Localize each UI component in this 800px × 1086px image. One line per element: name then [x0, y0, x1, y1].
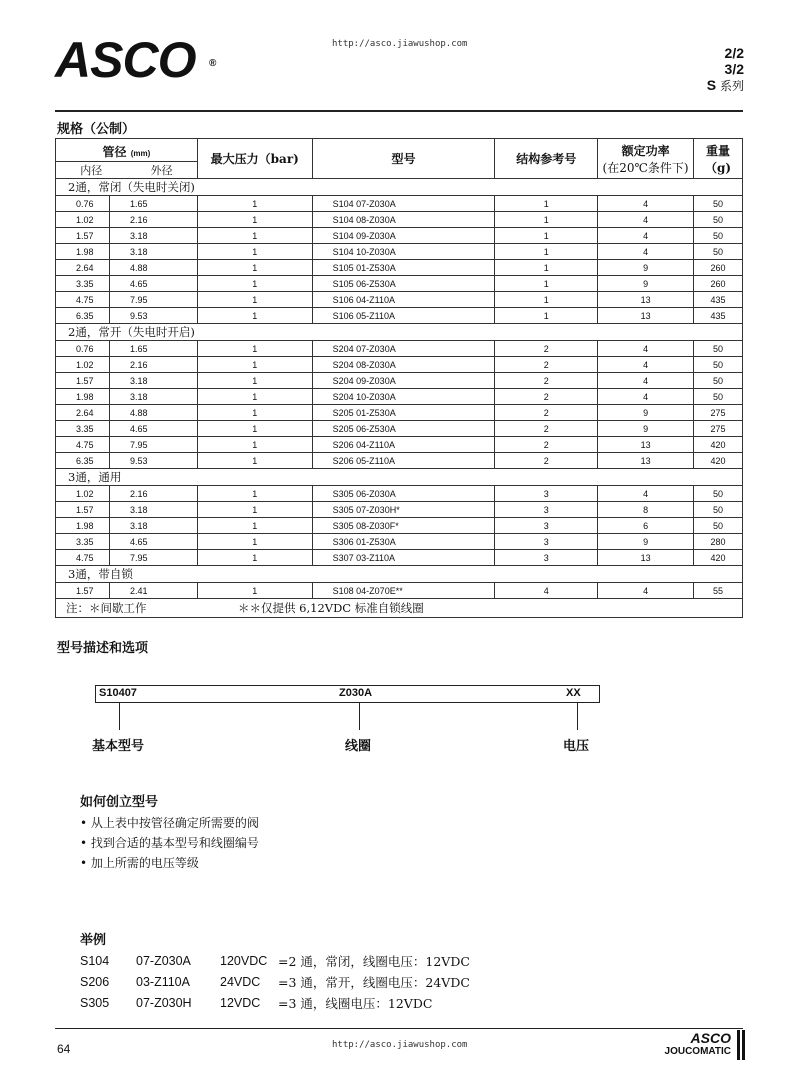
code-voltage: XX — [566, 687, 581, 699]
model-cell: S105 01-Z530A — [312, 260, 495, 276]
brand-bars-icon — [737, 1030, 745, 1060]
ref-cell: 1 — [495, 292, 598, 308]
table-row — [56, 502, 743, 518]
table-row — [56, 437, 743, 453]
ref-cell: 1 — [495, 212, 598, 228]
outer-diameter-cell: 9.53 — [109, 453, 197, 469]
how-to-section — [80, 793, 259, 873]
table-row — [56, 534, 743, 550]
weight-cell: 50 — [694, 389, 743, 405]
outer-diameter-cell: 3.18 — [109, 389, 197, 405]
pressure-cell: 1 — [197, 405, 312, 421]
model-cell: S104 08-Z030A — [312, 212, 495, 228]
power-cell: 13 — [598, 292, 694, 308]
footer-asco-logo: ASCO — [690, 1030, 731, 1046]
outer-diameter-cell: 3.18 — [109, 228, 197, 244]
examples-title: 举例 — [80, 933, 107, 948]
table-row — [56, 486, 743, 502]
decoder-title: 型号描述和选项 — [57, 641, 149, 656]
table-row — [56, 373, 743, 389]
table-row — [56, 276, 743, 292]
how-to-step-2: • 找到合适的基本型号和线圈编号 — [80, 836, 259, 850]
note-row — [56, 599, 743, 618]
table-row — [56, 212, 743, 228]
power-cell: 4 — [598, 357, 694, 373]
ref-cell: 2 — [495, 389, 598, 405]
pressure-cell: 1 — [197, 196, 312, 212]
outer-diameter-cell: 2.16 — [109, 212, 197, 228]
base-pointer — [119, 702, 120, 730]
model-cell: S305 07-Z030H* — [312, 502, 495, 518]
model-cell: S206 05-Z110A — [312, 453, 495, 469]
power-cell: 4 — [598, 341, 694, 357]
outer-diameter-cell: 4.65 — [109, 534, 197, 550]
model-cell: S305 08-Z030F* — [312, 518, 495, 534]
group-label: 3通，通用 — [56, 469, 743, 486]
model-cell: S305 06-Z030A — [312, 486, 495, 502]
weight-cell: 50 — [694, 502, 743, 518]
outer-diameter-cell: 3.18 — [109, 502, 197, 518]
pressure-cell: 1 — [197, 453, 312, 469]
outer-diameter-cell: 3.18 — [109, 518, 197, 534]
pressure-cell: 1 — [197, 212, 312, 228]
table-row — [56, 228, 743, 244]
ref-cell: 1 — [495, 308, 598, 324]
example-row: S104 07-Z030A 120VDC =2 通，常闭，线圈电压：12VDC — [80, 954, 470, 969]
voltage-label: 电压 — [563, 739, 590, 754]
inner-diameter-cell: 6.35 — [56, 308, 110, 324]
outer-diameter-cell: 2.16 — [109, 357, 197, 373]
model-cell: S204 08-Z030A — [312, 357, 495, 373]
inner-diameter-cell: 0.76 — [56, 341, 110, 357]
series-label — [707, 45, 744, 94]
table-row — [56, 421, 743, 437]
inner-diameter-cell: 1.02 — [56, 357, 110, 373]
inner-diameter-cell: 1.98 — [56, 389, 110, 405]
pressure-cell: 1 — [197, 260, 312, 276]
header-url[interactable]: http://asco.jiawushop.com — [332, 39, 468, 49]
ref-cell: 1 — [495, 196, 598, 212]
pressure-cell: 1 — [197, 228, 312, 244]
footer-joucomatic: JOUCOMATIC — [664, 1046, 731, 1057]
inner-diameter-cell: 3.35 — [56, 276, 110, 292]
power-cell: 13 — [598, 550, 694, 566]
group-row — [56, 469, 743, 486]
inner-diameter-cell: 4.75 — [56, 437, 110, 453]
inner-diameter-cell: 2.64 — [56, 260, 110, 276]
table-row — [56, 308, 743, 324]
pressure-cell: 1 — [197, 437, 312, 453]
pressure-cell: 1 — [197, 341, 312, 357]
group-row — [56, 179, 743, 196]
outer-diameter-cell: 1.65 — [109, 341, 197, 357]
model-cell: S106 04-Z110A — [312, 292, 495, 308]
group-label: 3通，带自锁 — [56, 566, 743, 583]
model-cell: S104 09-Z030A — [312, 228, 495, 244]
outer-diameter-cell: 4.65 — [109, 276, 197, 292]
voltage-pointer — [577, 702, 578, 730]
pressure-cell: 1 — [197, 486, 312, 502]
pressure-cell: 1 — [197, 421, 312, 437]
series-letter: S — [706, 77, 717, 93]
outer-diameter-cell: 1.65 — [109, 196, 197, 212]
weight-cell: 50 — [694, 212, 743, 228]
coil-pointer — [359, 702, 360, 730]
inner-diameter-cell: 1.98 — [56, 518, 110, 534]
base-label: 基本型号 — [92, 739, 145, 754]
power-cell: 9 — [598, 421, 694, 437]
series-suffix: 系列 — [719, 79, 744, 93]
pressure-cell: 1 — [197, 308, 312, 324]
weight-cell: 280 — [694, 534, 743, 550]
weight-cell: 50 — [694, 486, 743, 502]
inner-diameter-cell: 3.35 — [56, 421, 110, 437]
pressure-cell: 1 — [197, 518, 312, 534]
pressure-cell: 1 — [197, 534, 312, 550]
pressure-cell: 1 — [197, 502, 312, 518]
table-row — [56, 405, 743, 421]
model-cell: S204 07-Z030A — [312, 341, 495, 357]
weight-cell: 50 — [694, 341, 743, 357]
ref-cell: 1 — [495, 244, 598, 260]
power-cell: 13 — [598, 453, 694, 469]
weight-cell: 275 — [694, 405, 743, 421]
series-line-2: 3/2 — [724, 61, 744, 77]
weight-cell: 435 — [694, 308, 743, 324]
weight-cell: 50 — [694, 228, 743, 244]
series-line-1: 2/2 — [724, 45, 744, 61]
weight-cell: 260 — [694, 276, 743, 292]
footer-brand — [665, 1030, 745, 1060]
power-cell: 4 — [598, 212, 694, 228]
footer-rule — [55, 1028, 743, 1029]
power-cell: 4 — [598, 373, 694, 389]
outer-diameter-cell: 7.95 — [109, 550, 197, 566]
table-row — [56, 518, 743, 534]
inner-diameter-cell: 1.02 — [56, 212, 110, 228]
ref-cell: 1 — [495, 276, 598, 292]
footer-url[interactable]: http://asco.jiawushop.com — [332, 1040, 468, 1050]
weight-cell: 50 — [694, 373, 743, 389]
weight-cell: 50 — [694, 196, 743, 212]
group-label: 2通，常开（失电时开启) — [56, 324, 743, 341]
weight-cell: 420 — [694, 550, 743, 566]
inner-diameter-cell: 1.57 — [56, 583, 110, 599]
power-cell: 13 — [598, 437, 694, 453]
registered-mark: ® — [209, 58, 216, 69]
pressure-cell: 1 — [197, 389, 312, 405]
inner-diameter-cell: 0.76 — [56, 196, 110, 212]
model-cell: S307 03-Z110A — [312, 550, 495, 566]
weight-cell: 55 — [694, 583, 743, 599]
group-row — [56, 566, 743, 583]
coil-label: 线圈 — [345, 739, 372, 754]
model-cell: S104 07-Z030A — [312, 196, 495, 212]
power-cell: 13 — [598, 308, 694, 324]
spec-table — [55, 138, 743, 618]
outer-diameter-cell: 2.41 — [109, 583, 197, 599]
power-cell: 4 — [598, 228, 694, 244]
ref-cell: 2 — [495, 357, 598, 373]
power-cell: 9 — [598, 276, 694, 292]
model-cell: S108 04-Z070E** — [312, 583, 495, 599]
example-row: S305 07-Z030H 12VDC =3 通，线圈电压：12VDC — [80, 996, 433, 1011]
how-to-step-1: • 从上表中按管径确定所需要的阀 — [80, 816, 259, 830]
outer-diameter-cell: 3.18 — [109, 244, 197, 260]
ref-header: 结构参考号 — [495, 139, 598, 179]
table-row — [56, 260, 743, 276]
code-coil: Z030A — [339, 687, 373, 699]
power-cell: 4 — [598, 244, 694, 260]
ref-cell: 3 — [495, 502, 598, 518]
weight-cell: 420 — [694, 453, 743, 469]
pressure-cell: 1 — [197, 292, 312, 308]
ref-cell: 2 — [495, 437, 598, 453]
model-header: 型号 — [312, 139, 495, 179]
weight-cell: 50 — [694, 518, 743, 534]
model-cell: S306 01-Z530A — [312, 534, 495, 550]
model-cell: S204 10-Z030A — [312, 389, 495, 405]
table-row — [56, 341, 743, 357]
power-cell: 4 — [598, 583, 694, 599]
table-row — [56, 550, 743, 566]
model-cell: S106 05-Z110A — [312, 308, 495, 324]
inner-diameter-cell: 4.75 — [56, 550, 110, 566]
power-cell: 8 — [598, 502, 694, 518]
outer-diameter-cell: 4.65 — [109, 421, 197, 437]
ref-cell: 2 — [495, 405, 598, 421]
power-cell: 9 — [598, 260, 694, 276]
ref-cell: 2 — [495, 453, 598, 469]
ref-cell: 2 — [495, 421, 598, 437]
outer-diameter-cell: 7.95 — [109, 437, 197, 453]
power-cell: 9 — [598, 534, 694, 550]
outer-diameter-cell: 9.53 — [109, 308, 197, 324]
table-row — [56, 357, 743, 373]
ref-cell: 3 — [495, 518, 598, 534]
ref-cell: 2 — [495, 341, 598, 357]
ref-cell: 1 — [495, 260, 598, 276]
inner-diameter-cell: 4.75 — [56, 292, 110, 308]
outer-diameter-cell: 4.88 — [109, 260, 197, 276]
group-row — [56, 324, 743, 341]
pressure-cell: 1 — [197, 276, 312, 292]
power-cell: 9 — [598, 405, 694, 421]
outer-diameter-header: 外径 — [150, 164, 173, 177]
pressure-header: 最大压力（bar) — [197, 139, 312, 179]
model-cell: S204 09-Z030A — [312, 373, 495, 389]
note-intermittent: 注：＊间歇工作 — [66, 601, 147, 615]
power-cell: 4 — [598, 196, 694, 212]
note-latching: ＊＊仅提供 6,12VDC 标准自锁线圈 — [238, 601, 424, 615]
inner-diameter-cell: 2.64 — [56, 405, 110, 421]
ref-cell: 4 — [495, 583, 598, 599]
weight-cell: 275 — [694, 421, 743, 437]
model-cell: S206 04-Z110A — [312, 437, 495, 453]
table-row — [56, 453, 743, 469]
group-label: 2通，常闭（失电时关闭) — [56, 179, 743, 196]
outer-diameter-cell: 3.18 — [109, 373, 197, 389]
model-cell: S205 01-Z530A — [312, 405, 495, 421]
ref-cell: 2 — [495, 373, 598, 389]
power-cell: 6 — [598, 518, 694, 534]
weight-cell: 260 — [694, 260, 743, 276]
ref-cell: 3 — [495, 550, 598, 566]
how-to-title: 如何创立型号 — [80, 795, 159, 810]
spec-title: 规格（公制） — [57, 122, 136, 137]
inner-diameter-cell: 1.98 — [56, 244, 110, 260]
inner-diameter-cell: 1.57 — [56, 502, 110, 518]
examples-section — [80, 930, 470, 1014]
inner-diameter-cell: 1.57 — [56, 373, 110, 389]
inner-diameter-cell: 6.35 — [56, 453, 110, 469]
model-cell: S105 06-Z530A — [312, 276, 495, 292]
inner-diameter-cell: 1.02 — [56, 486, 110, 502]
outer-diameter-cell: 2.16 — [109, 486, 197, 502]
power-cell: 4 — [598, 486, 694, 502]
table-row — [56, 389, 743, 405]
example-row: S206 03-Z110A 24VDC =3 通，常开，线圈电压：24VDC — [80, 975, 470, 990]
ref-cell: 3 — [495, 534, 598, 550]
pressure-cell: 1 — [197, 373, 312, 389]
pressure-cell: 1 — [197, 244, 312, 260]
power-header: 额定功率 (在20℃条件下) — [598, 139, 694, 179]
inner-diameter-cell: 1.57 — [56, 228, 110, 244]
ref-cell: 3 — [495, 486, 598, 502]
weight-header: 重量（g) — [694, 139, 743, 179]
pressure-cell: 1 — [197, 583, 312, 599]
pressure-cell: 1 — [197, 357, 312, 373]
model-cell: S205 06-Z530A — [312, 421, 495, 437]
page-number: 64 — [57, 1042, 71, 1056]
power-cell: 4 — [598, 389, 694, 405]
outer-diameter-cell: 4.88 — [109, 405, 197, 421]
model-code-bar — [95, 685, 600, 703]
outer-diameter-cell: 7.95 — [109, 292, 197, 308]
weight-cell: 435 — [694, 292, 743, 308]
how-to-step-3: • 加上所需的电压等级 — [80, 856, 199, 870]
table-row — [56, 583, 743, 599]
pressure-cell: 1 — [197, 550, 312, 566]
header-rule — [55, 110, 743, 112]
table-header-row — [56, 139, 743, 179]
ref-cell: 1 — [495, 228, 598, 244]
pipe-header: 管径 (mm) 内径 外径 — [56, 139, 198, 179]
inner-diameter-cell: 3.35 — [56, 534, 110, 550]
weight-cell: 50 — [694, 244, 743, 260]
table-row — [56, 196, 743, 212]
model-cell: S104 10-Z030A — [312, 244, 495, 260]
weight-cell: 50 — [694, 357, 743, 373]
weight-cell: 420 — [694, 437, 743, 453]
code-base: S10407 — [99, 687, 137, 699]
inner-diameter-header: 内径 — [80, 164, 103, 177]
asco-logo: ASCO ® — [55, 32, 216, 88]
table-row — [56, 244, 743, 260]
table-row — [56, 292, 743, 308]
